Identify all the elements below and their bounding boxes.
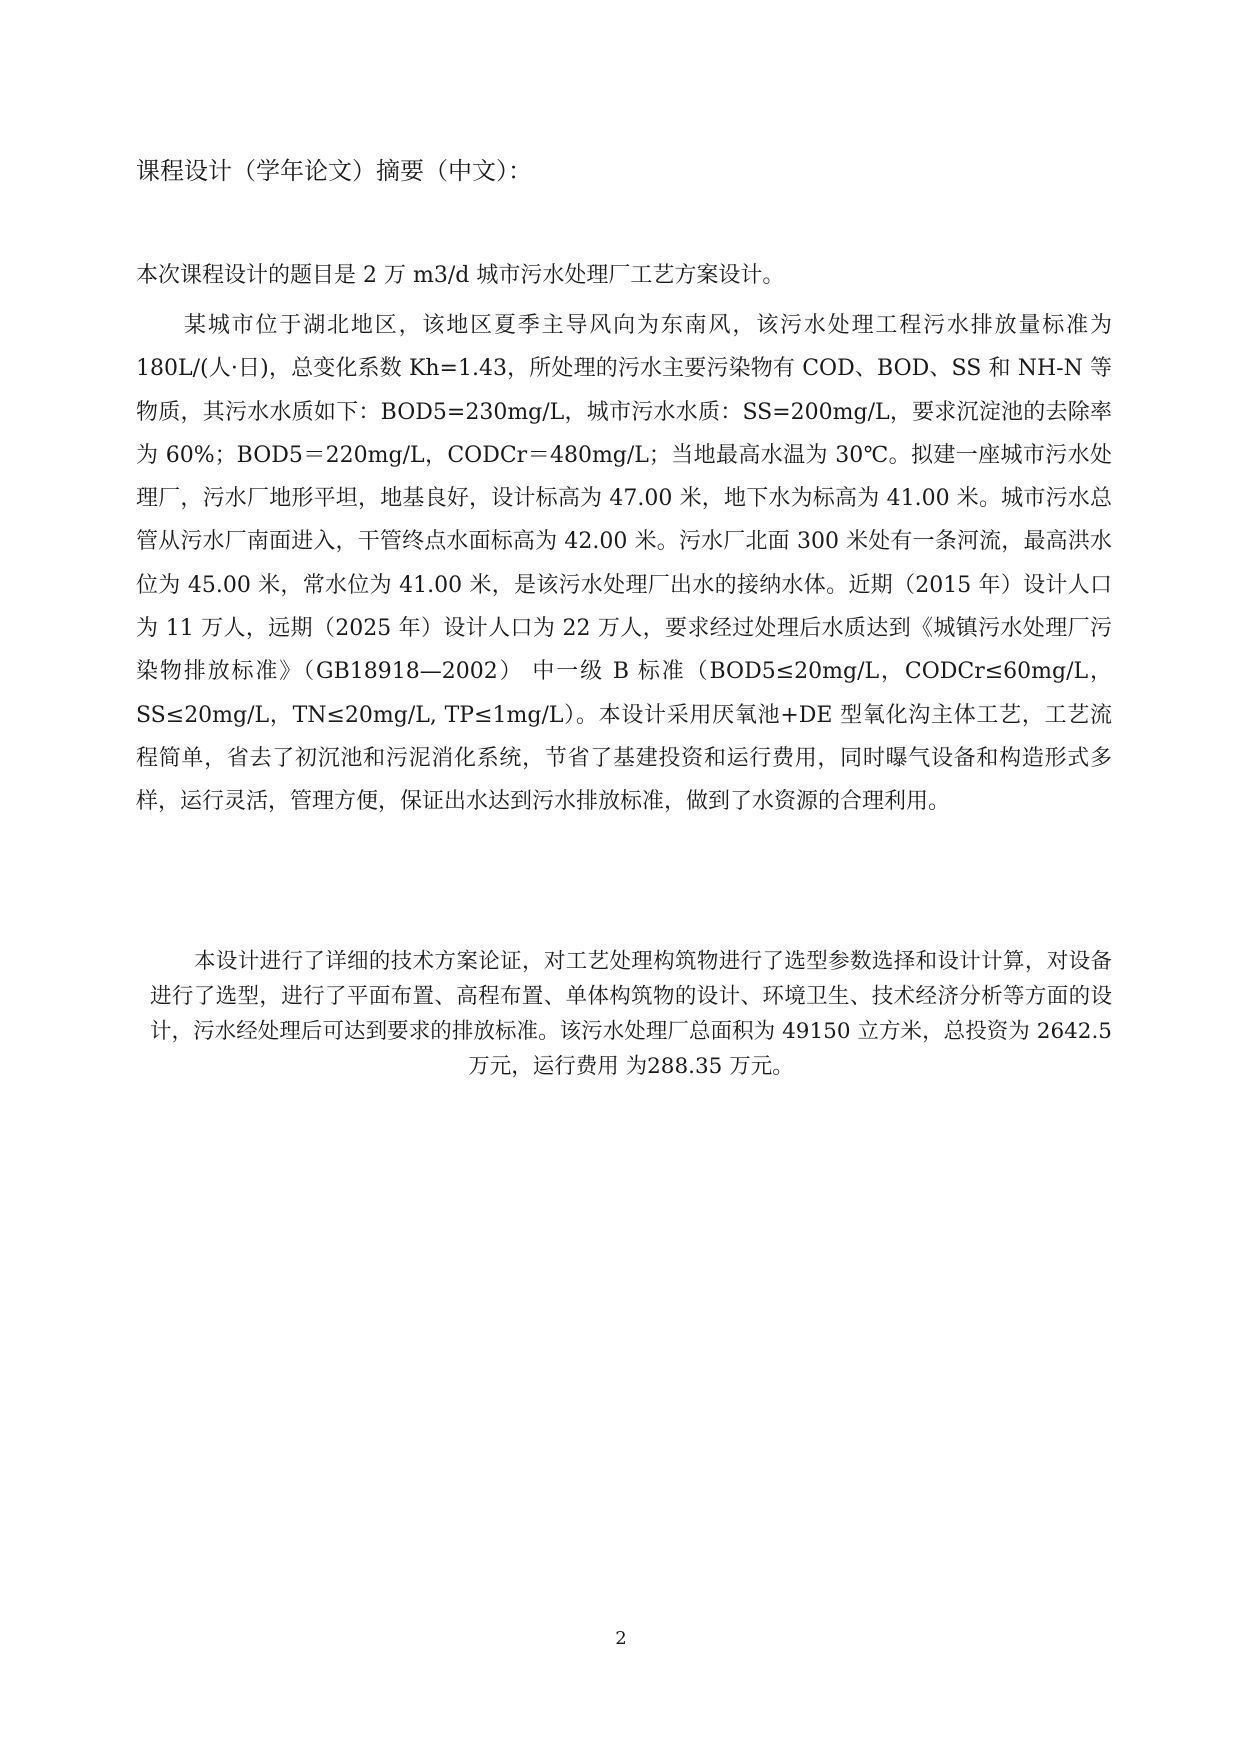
abstract-heading: 课程设计（学年论文）摘要（中文）：	[136, 157, 532, 185]
page-number: 2	[615, 1628, 627, 1649]
abstract-paragraph-1: 某城市位于湖北地区，该地区夏季主导风向为东南风，该污水处理工程污水排放量标准为 180L/(人·日)，总变化系数 Kh=1.43，所处理的污水主要污染物有 COD、BOD、SS 和 NH-N 等物质，其污水水质如下：BOD5=230mg/L，城市污水水质：SS=200mg/L，要求沉淀池的去除率为 60%；BOD5＝220mg/L，CODCr＝480mg/L；当地最高水温为 30℃。拟建一座城市污水处理厂，污水厂地形平坦，地基良好，设计标高为 47.00 米，地下水为标高为 41.00 米。城市污水总管从污水厂南面进入，干管终点水面标高为 42.00 米。污水厂北面 300 米处有一条河流，最高洪水位为 45.00 米，常水位为 41.00 米，是该污水处理厂出水的接纳水体。近期（2015 年）设计人口为 11 万人，远期（2025 年）设计人口为 22 万人，要求经过处理后水质达到《城镇污水处理厂污染物排放标准》（GB18918—2002） 中一级 B 标准（BOD5≤20mg/L，CODCr≤60mg/L，SS≤20mg/L，TN≤20mg/L, TP≤1mg/L）。本设计采用厌氧池+DE 型氧化沟主体工艺，工艺流程简单，省去了初沉池和污泥消化系统，节省了基建投资和运行费用，同时曝气设备和构造形式多样，运行灵活，管理方便，保证出水达到污水排放标准，做到了水资源的合理利用。	[136, 313, 1112, 815]
abstract-intro: 本次课程设计的题目是 2 万 m3/d 城市污水处理厂工艺方案设计。	[136, 263, 785, 288]
abstract-paragraph-2: 本设计进行了详细的技术方案论证，对工艺处理构筑物进行了选型参数选择和设计计算，对设备进行了选型，进行了平面布置、高程布置、单体构筑物的设计、环境卫生、技术经济分析等方面的设计，污水经处理后可达到要求的排放标准。该污水处理厂总面积为 49150 立方米，总投资为 2642.5 万元，运行费用 为288.35 万元。	[150, 949, 1112, 1079]
